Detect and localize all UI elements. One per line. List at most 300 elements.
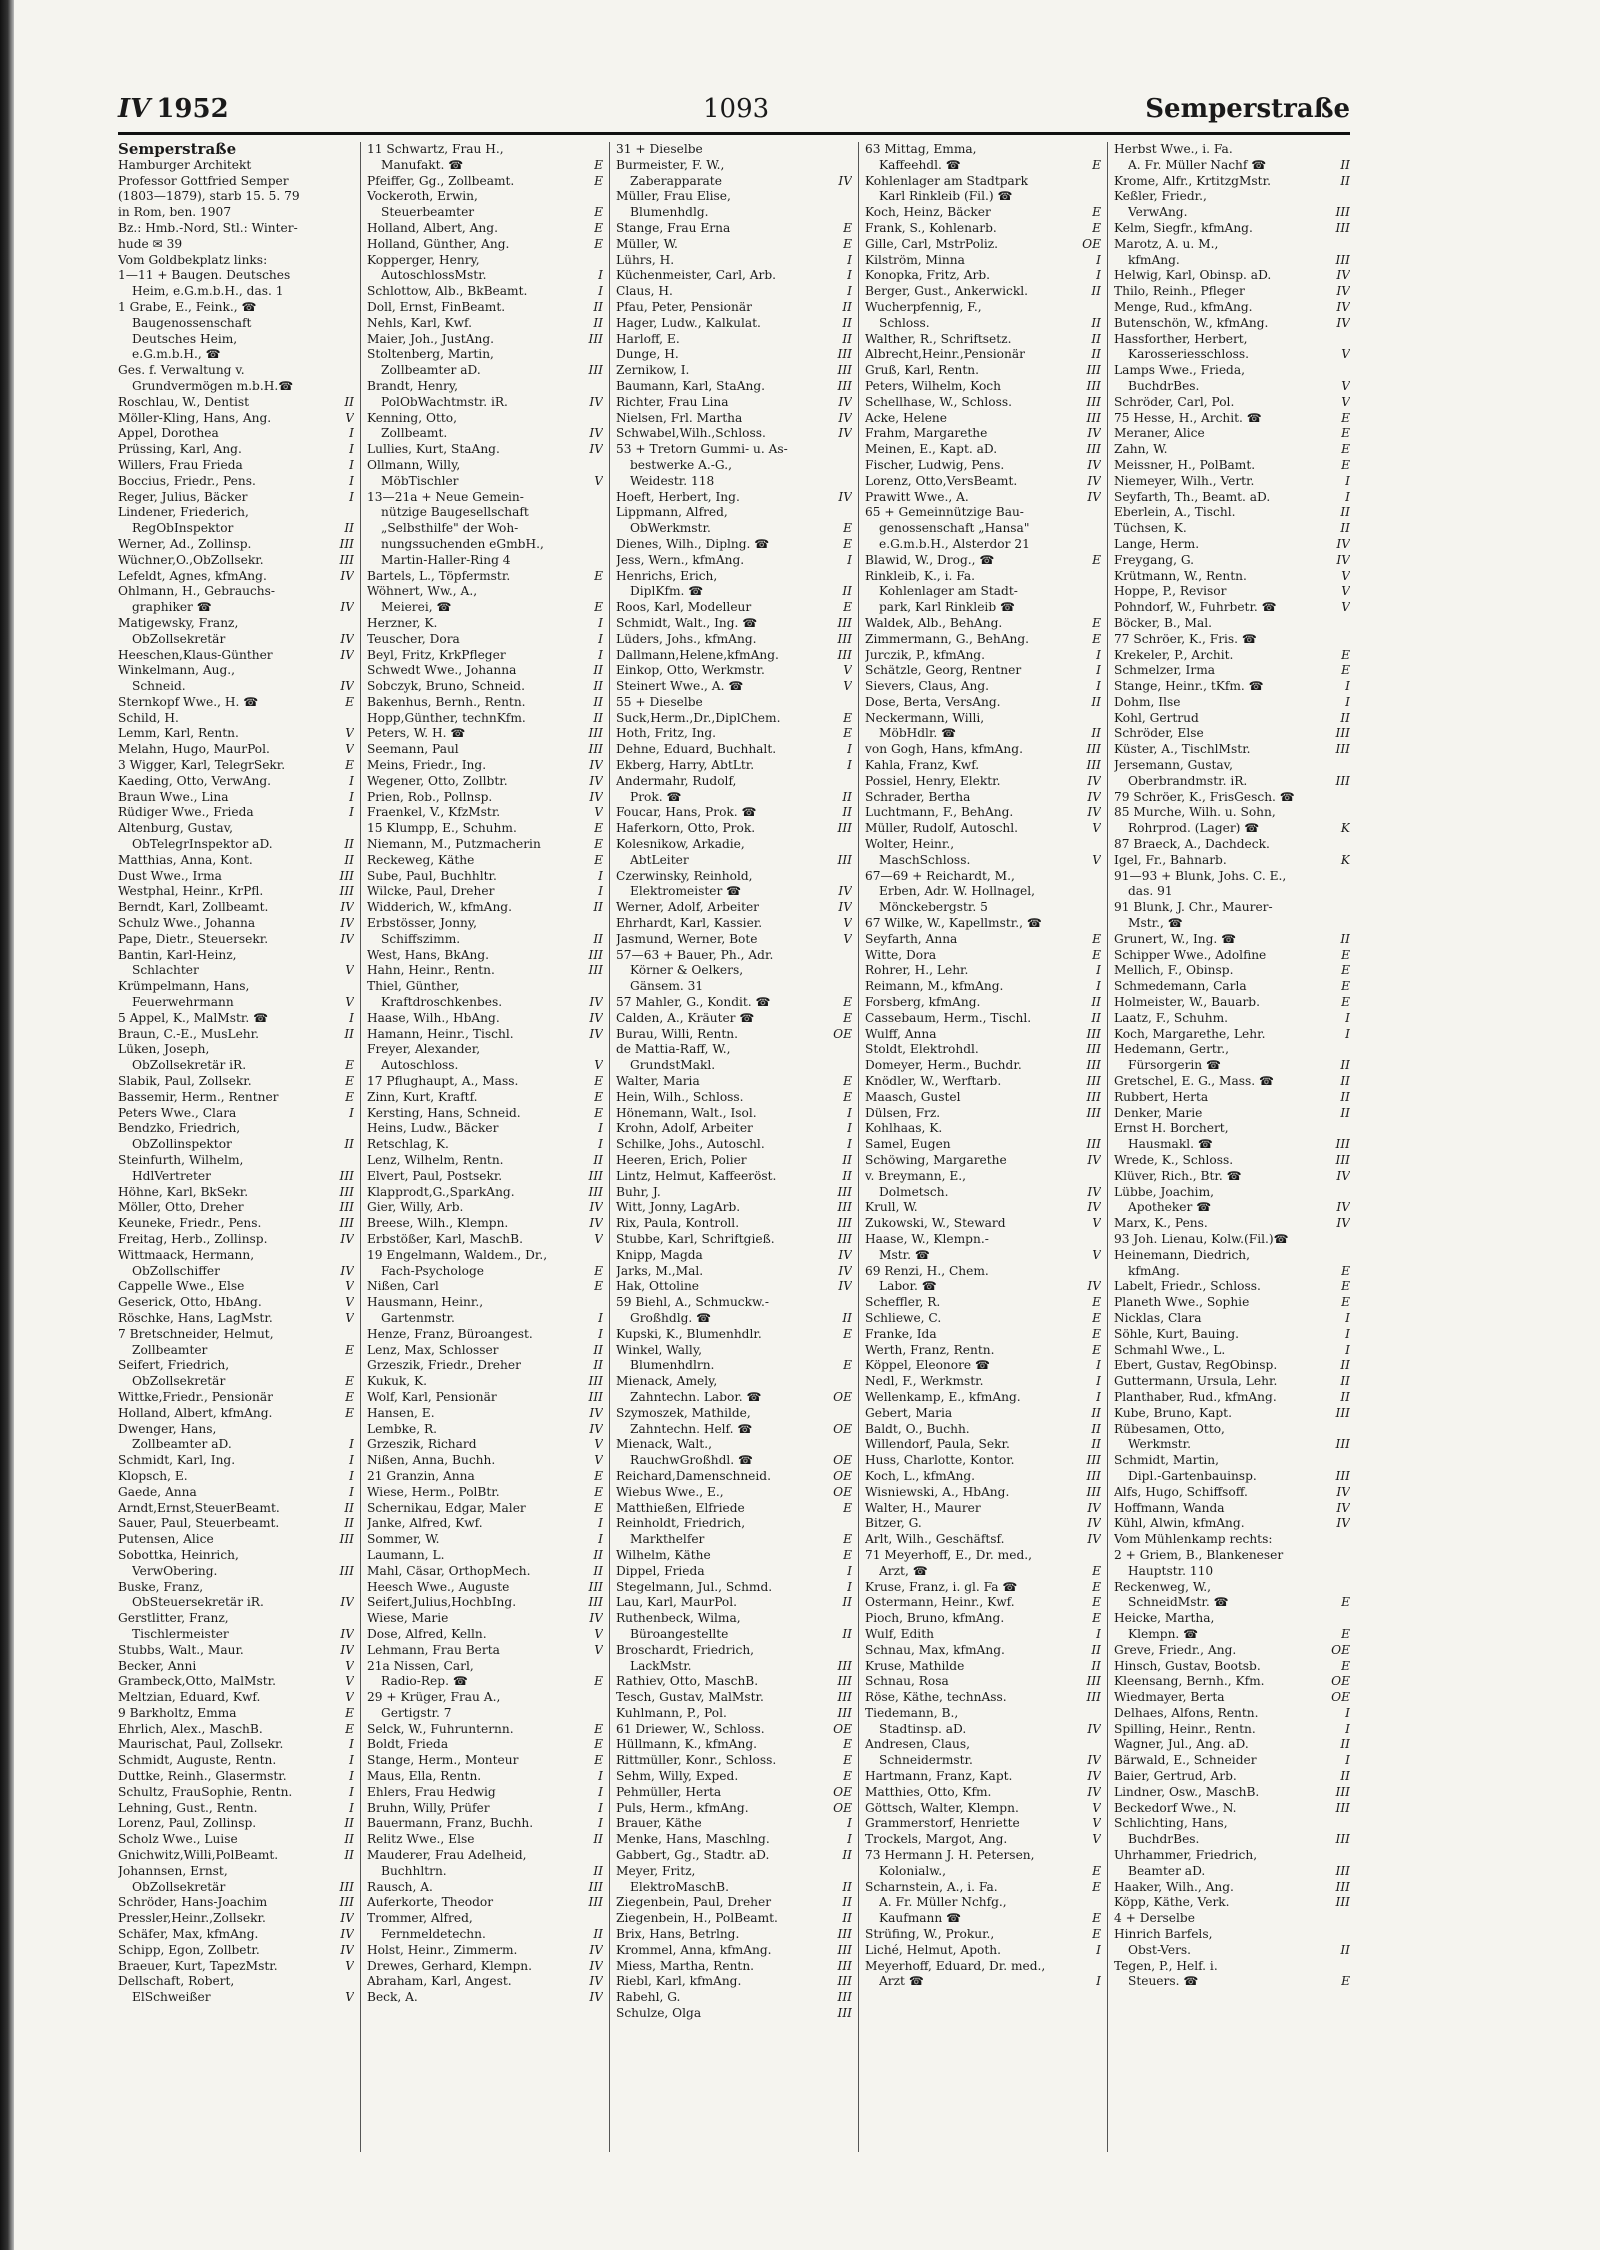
entry-text: A. Fr. Müller Nchfg.,	[879, 1895, 1007, 1910]
entry-text: Cappelle Wwe., Else	[118, 1279, 245, 1294]
entry-text: Baugenossenschaft	[132, 315, 252, 330]
directory-entry	[367, 442, 603, 458]
directory-entry	[865, 1848, 1101, 1864]
directory-entry	[1114, 458, 1350, 474]
directory-entry	[1114, 316, 1350, 332]
entry-text: Sehm, Willy, Exped.	[616, 1769, 739, 1784]
entry-text: Stoldt, Elektrohdl.	[865, 1042, 979, 1057]
entry-text: Bantin, Karl-Heinz,	[118, 947, 237, 962]
directory-entry	[118, 1722, 354, 1738]
floor-marker: IV	[589, 1200, 603, 1215]
entry-text: Kleensang, Bernh., Kfm.	[1114, 1674, 1265, 1689]
directory-entry	[118, 1058, 354, 1074]
directory-entry	[1114, 1058, 1350, 1074]
directory-entry	[367, 663, 603, 679]
directory-entry	[616, 1343, 852, 1359]
entry-text: Mahl, Cäsar, OrthopMech.	[367, 1563, 531, 1578]
directory-entry	[1114, 1453, 1350, 1469]
floor-marker: IV	[340, 679, 354, 694]
entry-text: Helwig, Karl, Obinsp. aD.	[1114, 268, 1272, 283]
entry-text: Denker, Marie	[1114, 1105, 1203, 1120]
floor-marker: IV	[1087, 1532, 1101, 1547]
directory-entry	[865, 1737, 1101, 1753]
floor-marker: IV	[838, 1263, 852, 1278]
directory-entry	[367, 979, 603, 995]
entry-text: Braun, C.-E., MusLehr.	[118, 1026, 259, 1041]
entry-text: Meyerhoff, Eduard, Dr. med.,	[865, 1958, 1046, 1973]
floor-marker: E	[1092, 1611, 1101, 1626]
entry-text: Sommer, W.	[367, 1532, 440, 1547]
directory-entry	[616, 616, 852, 632]
directory-entry	[367, 1974, 603, 1990]
floor-marker: OE	[1331, 1690, 1350, 1705]
floor-marker: E	[594, 600, 603, 615]
directory-entry	[367, 237, 603, 253]
entry-text: Werner, Ad., Zollinsp.	[118, 536, 252, 551]
directory-entry	[367, 1706, 603, 1722]
entry-text: Zinn, Kurt, Kraftf.	[367, 1089, 478, 1104]
floor-marker: III	[588, 742, 603, 757]
entry-text: Ehrlich, Alex., MaschB.	[118, 1721, 263, 1736]
floor-marker: OE	[833, 1453, 852, 1468]
floor-marker: II	[1340, 931, 1350, 946]
directory-entry	[865, 490, 1101, 506]
directory-entry	[118, 1074, 354, 1090]
entry-text: Mienack, Amely,	[616, 1374, 718, 1389]
directory-entry	[367, 821, 603, 837]
entry-text: Melahn, Hugo, MaurPol.	[118, 742, 270, 757]
entry-text: Hinrich Barfels,	[1114, 1927, 1213, 1942]
entry-text: 77 Schröer, K., Fris. ☎	[1114, 631, 1258, 646]
directory-entry	[1114, 442, 1350, 458]
directory-entry	[865, 1501, 1101, 1517]
entry-text: ObSteuersekretär iR.	[132, 1595, 264, 1610]
floor-marker: III	[339, 1895, 354, 1910]
entry-text: Kaufmann ☎	[879, 1911, 962, 1926]
floor-marker: I	[349, 1010, 354, 1025]
directory-entry	[367, 490, 603, 506]
floor-marker: II	[344, 1137, 354, 1152]
directory-entry	[118, 1390, 354, 1406]
floor-marker: III	[837, 1958, 852, 1973]
entry-text: Walther, R., Schriftsetz.	[865, 331, 1012, 346]
entry-text: 17 Pflughaupt, A., Mass.	[367, 1074, 519, 1089]
entry-text: Schneidermstr.	[879, 1753, 973, 1768]
directory-column-4	[865, 142, 1101, 2152]
directory-entry	[118, 553, 354, 569]
directory-entry	[865, 1643, 1101, 1659]
directory-entry	[118, 537, 354, 553]
directory-entry	[616, 790, 852, 806]
entry-text: AutoschlossMstr.	[381, 268, 487, 283]
floor-marker: III	[1086, 394, 1101, 409]
directory-entry	[865, 948, 1101, 964]
entry-text: v. Breymann, E.,	[865, 1168, 966, 1183]
entry-text: ObZollschiffer	[132, 1263, 220, 1278]
directory-entry	[865, 1106, 1101, 1122]
directory-entry	[865, 347, 1101, 363]
floor-marker: E	[843, 1074, 852, 1089]
entry-text: Schellhase, W., Schloss.	[865, 394, 1013, 409]
entry-text: Hinsch, Gustav, Bootsb.	[1114, 1658, 1261, 1673]
directory-entry	[865, 1027, 1101, 1043]
floor-marker: I	[847, 1137, 852, 1152]
floor-marker: III	[1086, 1074, 1101, 1089]
entry-text: Karl Rinkleib (Fil.) ☎	[879, 189, 1013, 204]
entry-text: West, Hans, BkAng.	[367, 947, 490, 962]
entry-text: Brix, Hans, Betrlng.	[616, 1927, 740, 1942]
entry-text: Steinert Wwe., A. ☎	[616, 679, 744, 694]
floor-marker: V	[345, 963, 354, 978]
directory-entry	[865, 632, 1101, 648]
entry-text: Lembke, R.	[367, 1421, 438, 1436]
directory-entry	[367, 1406, 603, 1422]
directory-entry	[367, 1959, 603, 1975]
floor-marker: II	[1091, 1437, 1101, 1452]
directory-entry	[367, 1074, 603, 1090]
directory-entry	[1114, 284, 1350, 300]
floor-marker: II	[842, 1626, 852, 1641]
floor-marker: II	[842, 1153, 852, 1167]
entry-text: Konopka, Fritz, Arb.	[865, 268, 991, 283]
directory-entry	[367, 648, 603, 664]
entry-text: Möller, Otto, Dreher	[118, 1200, 244, 1215]
directory-entry	[367, 853, 603, 869]
floor-marker: E	[843, 600, 852, 615]
floor-marker: III	[588, 1184, 603, 1199]
entry-text: Doll, Ernst, FinBeamt.	[367, 299, 506, 314]
directory-entry	[1114, 474, 1350, 490]
entry-text: Hopp,Günther, technKfm.	[367, 710, 526, 725]
entry-text: Kohl, Gertrud	[1114, 710, 1199, 725]
directory-entry	[118, 916, 354, 932]
directory-entry	[865, 1816, 1101, 1832]
entry-text: Neckermann, Willi,	[865, 710, 985, 725]
entry-text: Dose, Berta, VersAng.	[865, 694, 1001, 709]
floor-marker: E	[1341, 963, 1350, 978]
entry-text: Hoth, Fritz, Ing.	[616, 726, 717, 741]
floor-marker: III	[588, 1579, 603, 1594]
entry-text: Szymoszek, Mathilde,	[616, 1405, 751, 1420]
entry-text: Schmedemann, Carla	[1114, 979, 1247, 994]
entry-text: VerwObering.	[132, 1563, 218, 1578]
floor-marker: E	[1341, 979, 1350, 994]
entry-text: LackMstr.	[630, 1658, 692, 1673]
floor-marker: III	[339, 1200, 354, 1215]
directory-entry	[118, 442, 354, 458]
directory-entry	[865, 1580, 1101, 1596]
entry-text: Einkop, Otto, Werkmstr.	[616, 663, 765, 678]
directory-entry	[616, 774, 852, 790]
entry-text: 29 + Krüger, Frau A.,	[367, 1690, 501, 1705]
entry-text: Dehne, Eduard, Buchhalt.	[616, 742, 777, 757]
entry-text: Schätzle, Georg, Rentner	[865, 663, 1022, 678]
floor-marker: I	[349, 1800, 354, 1815]
directory-entry	[865, 1532, 1101, 1548]
floor-marker: E	[345, 1089, 354, 1104]
entry-text: Zahntechn. Helf. ☎	[630, 1421, 753, 1436]
floor-marker: II	[1340, 173, 1350, 188]
directory-entry	[616, 932, 852, 948]
floor-marker: I	[1096, 979, 1101, 994]
floor-marker: V	[1092, 1832, 1101, 1847]
entry-text: Peters, Wilhelm, Koch	[865, 378, 1001, 393]
floor-marker: II	[1340, 505, 1350, 520]
entry-text: Mellich, F., Obinsp.	[1114, 963, 1234, 978]
entry-text: Zahn, W.	[1114, 442, 1168, 457]
entry-text: Erbstösser, Jonny,	[367, 916, 478, 931]
floor-marker: III	[1335, 1153, 1350, 1167]
directory-entry	[367, 632, 603, 648]
directory-entry	[616, 1169, 852, 1185]
floor-marker: II	[1091, 726, 1101, 741]
directory-entry	[865, 1627, 1101, 1643]
column-divider	[609, 142, 610, 2152]
entry-text: Herzner, K.	[367, 615, 438, 630]
directory-entry	[367, 1674, 603, 1690]
entry-text: Elektromeister ☎	[630, 884, 742, 899]
floor-marker: III	[339, 1532, 354, 1547]
directory-entry	[367, 1106, 603, 1122]
entry-text: Grzeszik, Richard	[367, 1437, 477, 1452]
floor-marker: E	[1341, 1295, 1350, 1310]
directory-entry	[1114, 347, 1350, 363]
directory-entry	[865, 1943, 1101, 1959]
floor-marker: IV	[838, 489, 852, 504]
entry-text: Professor Gottfried Semper	[118, 173, 289, 188]
directory-entry	[865, 505, 1101, 521]
directory-entry	[865, 821, 1101, 837]
directory-entry	[616, 1880, 852, 1896]
directory-entry	[1114, 790, 1350, 806]
entry-text: Arzt, ☎	[879, 1563, 928, 1578]
directory-entry	[865, 869, 1101, 885]
entry-text: Foucar, Hans, Prok. ☎	[616, 805, 757, 820]
entry-text: Ges. f. Verwaltung v.	[118, 363, 245, 378]
directory-entry	[1114, 726, 1350, 742]
directory-entry	[865, 679, 1101, 695]
floor-marker: E	[1341, 410, 1350, 425]
directory-entry	[118, 1785, 354, 1801]
floor-marker: E	[594, 568, 603, 583]
directory-entry	[1114, 1659, 1350, 1675]
floor-marker: IV	[1087, 789, 1101, 804]
directory-entry	[865, 300, 1101, 316]
floor-marker: V	[345, 1990, 354, 2005]
directory-entry	[1114, 1295, 1350, 1311]
directory-entry	[1114, 1880, 1350, 1896]
floor-marker: I	[847, 1563, 852, 1578]
entry-text: ObZollsekretär iR.	[132, 1058, 247, 1073]
entry-text: Feuerwehrmann	[132, 995, 234, 1010]
floor-marker: E	[594, 1737, 603, 1752]
directory-entry	[865, 1295, 1101, 1311]
floor-marker: E	[594, 1279, 603, 1294]
directory-entry	[118, 1895, 354, 1911]
directory-entry	[1114, 1169, 1350, 1185]
floor-marker: IV	[340, 1642, 354, 1657]
directory-entry	[616, 1216, 852, 1232]
entry-text: 93 Joh. Lienau, Kolw.(Fil.)☎	[1114, 1231, 1289, 1246]
floor-marker: E	[594, 821, 603, 836]
entry-text: Wüchner,O.,ObZollsekr.	[118, 552, 264, 567]
directory-entry	[118, 1880, 354, 1896]
entry-text: Rubbert, Herta	[1114, 1089, 1209, 1104]
directory-entry	[865, 426, 1101, 442]
entry-text: RauchwGroßhdl. ☎	[630, 1453, 754, 1468]
entry-text: Willendorf, Paula, Sekr.	[865, 1437, 1010, 1452]
entry-text: Acke, Helene	[865, 410, 947, 425]
entry-text: Klapprodt,G.,SparkAng.	[367, 1184, 515, 1199]
entry-text: Gretschel, E. G., Mass. ☎	[1114, 1074, 1275, 1089]
directory-entry	[118, 569, 354, 585]
floor-marker: IV	[1087, 1721, 1101, 1736]
directory-entry	[118, 1485, 354, 1501]
floor-marker: I	[598, 868, 603, 883]
directory-entry	[367, 1264, 603, 1280]
entry-text: Suck,Herm.,Dr.,DiplChem.	[616, 710, 781, 725]
floor-marker: OE	[833, 1484, 852, 1499]
floor-marker: I	[349, 1753, 354, 1768]
directory-entry	[616, 1137, 852, 1153]
floor-marker: E	[1341, 426, 1350, 441]
directory-entry	[865, 837, 1101, 853]
directory-entry	[616, 584, 852, 600]
entry-text: Burau, Willi, Rentn.	[616, 1026, 739, 1041]
entry-text: Sauer, Paul, Steuerbeamt.	[118, 1516, 280, 1531]
entry-text: nützige Baugesellschaft	[381, 505, 529, 520]
floor-marker: II	[344, 1026, 354, 1041]
directory-entry	[865, 1485, 1101, 1501]
directory-entry	[616, 1121, 852, 1137]
directory-entry	[865, 742, 1101, 758]
floor-marker: III	[339, 1879, 354, 1894]
directory-entry	[1114, 948, 1350, 964]
directory-entry	[616, 1106, 852, 1122]
directory-entry	[865, 758, 1101, 774]
floor-marker: III	[339, 1216, 354, 1231]
directory-entry	[118, 1279, 354, 1295]
directory-entry	[367, 1548, 603, 1564]
directory-entry	[1114, 869, 1350, 885]
directory-entry	[367, 1659, 603, 1675]
entry-text: Schwabel,Wilh.,Schloss.	[616, 426, 766, 441]
directory-entry	[616, 648, 852, 664]
floor-marker: III	[837, 1690, 852, 1705]
entry-text: Ehlers, Frau Hedwig	[367, 1784, 496, 1799]
directory-entry	[118, 1406, 354, 1422]
directory-entry	[865, 379, 1101, 395]
directory-entry	[865, 1042, 1101, 1058]
entry-text: Wöhnert, Ww., A.,	[367, 584, 478, 599]
floor-marker: IV	[589, 758, 603, 773]
directory-entry	[118, 1674, 354, 1690]
floor-marker: V	[594, 1437, 603, 1452]
floor-marker: OE	[833, 1389, 852, 1404]
entry-text: Marotz, A. u. M.,	[1114, 236, 1219, 251]
entry-text: Seyfarth, Anna	[865, 931, 958, 946]
floor-marker: E	[1092, 947, 1101, 962]
entry-text: Kohlenlager am Stadtpark	[865, 173, 1028, 188]
entry-text: Wolter, Heinr.,	[865, 837, 955, 852]
directory-entry	[1114, 205, 1350, 221]
floor-marker: II	[593, 900, 603, 915]
floor-marker: IV	[1336, 315, 1350, 330]
directory-entry	[616, 695, 852, 711]
entry-text: Lange, Herm.	[1114, 536, 1200, 551]
directory-entry	[1114, 1516, 1350, 1532]
directory-entry	[865, 1121, 1101, 1137]
entry-text: Stoltenberg, Martin,	[367, 347, 494, 362]
entry-text: Matthießen, Elfriede	[616, 1500, 745, 1515]
directory-entry	[865, 553, 1101, 569]
entry-text: Schiffszimm.	[381, 931, 461, 946]
entry-text: Peters Wwe., Clara	[118, 1105, 237, 1120]
entry-text: Vom Goldbekplatz links:	[118, 252, 268, 267]
directory-entry	[616, 1090, 852, 1106]
floor-marker: E	[594, 1721, 603, 1736]
entry-text: Wulf, Edith	[865, 1626, 934, 1641]
entry-text: 21a Nissen, Carl,	[367, 1658, 474, 1673]
entry-text: Pfau, Peter, Pensionär	[616, 299, 752, 314]
entry-text: Lintz, Helmut, Kaffeeröst.	[616, 1168, 777, 1183]
directory-entry	[118, 1595, 354, 1611]
entry-text: Kaeding, Otto, VerwAng.	[118, 773, 272, 788]
entry-text: 13—21a + Neue Gemein-	[367, 489, 524, 504]
entry-text: Bendzko, Friedrich,	[118, 1121, 241, 1136]
directory-entry	[865, 1769, 1101, 1785]
floor-marker: I	[598, 1326, 603, 1341]
page-number: 1093	[703, 94, 770, 124]
directory-entry	[367, 1311, 603, 1327]
entry-text: 7 Bretschneider, Helmut,	[118, 1326, 274, 1341]
entry-text: Schneid.	[132, 679, 186, 694]
entry-text: Arzt ☎	[879, 1974, 925, 1989]
entry-text: Tesch, Gustav, MalMstr.	[616, 1690, 764, 1705]
entry-text: Bakenhus, Bernh., Rentn.	[367, 694, 526, 709]
floor-marker: I	[598, 1532, 603, 1547]
directory-entry	[865, 695, 1101, 711]
floor-marker: II	[1091, 995, 1101, 1010]
directory-entry	[367, 726, 603, 742]
floor-marker: III	[588, 363, 603, 378]
directory-entry	[367, 1832, 603, 1848]
floor-marker: III	[588, 726, 603, 741]
entry-text: Meyer, Fritz,	[616, 1863, 696, 1878]
entry-text: Hein, Wilh., Schloss.	[616, 1089, 744, 1104]
directory-entry	[367, 1058, 603, 1074]
floor-marker: E	[594, 173, 603, 188]
entry-text: Krohn, Adolf, Arbeiter	[616, 1121, 753, 1136]
directory-entry	[118, 1643, 354, 1659]
entry-text: Matigewsky, Franz,	[118, 615, 239, 630]
floor-marker: K	[1340, 821, 1350, 836]
floor-marker: V	[345, 995, 354, 1010]
entry-text: Lemm, Karl, Rentn.	[118, 726, 239, 741]
entry-text: Koch, Heinz, Bäcker	[865, 205, 991, 220]
floor-marker: I	[598, 1769, 603, 1784]
entry-text: Possiel, Henry, Elektr.	[865, 773, 1001, 788]
entry-text: Göttsch, Walter, Klempn.	[865, 1800, 1019, 1815]
floor-marker: E	[594, 1074, 603, 1089]
floor-marker: I	[847, 1832, 852, 1847]
floor-marker: III	[588, 963, 603, 978]
floor-marker: I	[349, 1484, 354, 1499]
floor-marker: IV	[1087, 773, 1101, 788]
entry-text: Marx, K., Pens.	[1114, 1216, 1208, 1231]
floor-marker: I	[598, 268, 603, 283]
entry-text: bestwerke A.-G.,	[630, 457, 732, 472]
